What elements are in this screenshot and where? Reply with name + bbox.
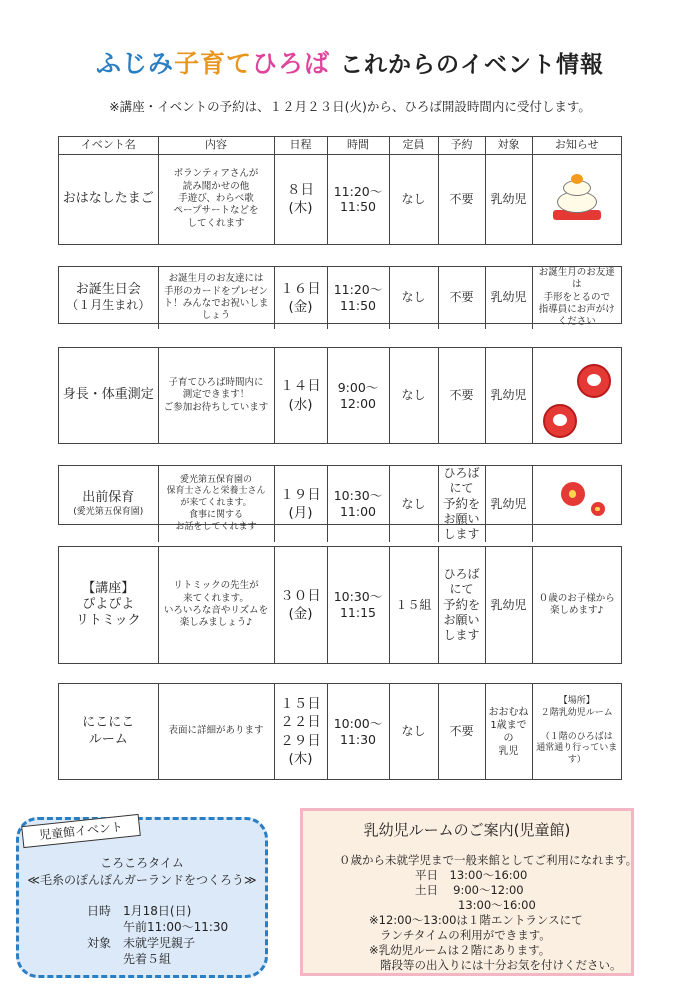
event-reservation: 不要 xyxy=(438,267,485,329)
event-content: お誕生月のお友達には 手形のカードをプレゼン ト！みんなでお祝いしま しょう xyxy=(158,267,274,329)
event-time: 11:20～ 11:50 xyxy=(327,154,389,244)
event-content: ボランティアさんが 読み聞かせの他 手遊び、わらべ歌 ペープサートなどを してくれます xyxy=(158,154,274,244)
event-row-4 xyxy=(58,465,622,541)
event-time: 午前11:00～11:30 xyxy=(87,920,229,934)
event-name: 出前保育 (愛光第五保育園) xyxy=(73,490,144,517)
infant-room-note: ランチタイムの利用ができます。 xyxy=(380,928,551,942)
event-title: ころころタイム xyxy=(100,856,184,870)
event-time: 10:30～ 11:00 xyxy=(327,466,389,542)
event-name: 身長・体重測定 xyxy=(62,387,154,403)
event-row-2 xyxy=(58,266,622,328)
infant-room-weekend-pm: 13:00～16:00 xyxy=(458,898,536,912)
event-capacity: なし xyxy=(389,348,438,443)
event-content: 子育てひろば時間内に 測定できます！ ご参加お待ちしています xyxy=(158,348,274,443)
infant-room-weekday: 平日 13:00～16:00 xyxy=(415,868,528,882)
kagami-mochi-icon xyxy=(549,174,605,220)
header-event-name: イベント名 xyxy=(59,137,158,154)
event-date: ８日 (木) xyxy=(274,154,327,244)
event-info xyxy=(532,466,621,542)
header-content: 内容 xyxy=(158,137,274,154)
header-time: 時間 xyxy=(327,137,389,154)
event-reservation: 不要 xyxy=(438,348,485,443)
event-capacity: １５組 xyxy=(389,547,438,663)
header-info: お知らせ xyxy=(532,137,621,154)
header-target: 対象 xyxy=(485,137,532,154)
event-capacity: なし xyxy=(389,684,438,779)
infant-room-info-box xyxy=(300,808,638,976)
event-target: 対象 未就学児親子 xyxy=(87,936,196,950)
infant-room-note: ※乳幼児ルームは２階にあります。 xyxy=(369,943,551,957)
event-info: お誕生月のお友達は 手形をとるので 指導員にお声がけ ください xyxy=(532,267,621,329)
event-row-3 xyxy=(58,347,622,444)
header-reservation: 予約 xyxy=(438,137,485,154)
header-capacity: 定員 xyxy=(389,137,438,154)
event-date: １４日 (水) xyxy=(274,348,327,443)
infant-room-title: 乳幼児ルームのご案内(児童館) xyxy=(363,821,571,839)
event-name: お誕生日会 （１月生まれ） xyxy=(66,282,151,313)
event-time: 10:00～ 11:30 xyxy=(327,684,389,779)
page-title xyxy=(0,44,700,80)
event-info xyxy=(532,154,621,244)
plum-blossom-icon xyxy=(561,482,585,506)
infant-room-line: ０歳から未就学児まで一般来館としてご利用になれます。 xyxy=(339,853,638,867)
header-date: 日程 xyxy=(274,137,327,154)
event-time: 11:20～ 11:50 xyxy=(327,267,389,329)
event-row-6 xyxy=(58,683,622,780)
plum-blossom-icon xyxy=(591,502,605,516)
childrens-hall-event-tag: 児童館イベント xyxy=(21,814,141,848)
event-time: 10:30～ 11:15 xyxy=(327,547,389,663)
event-reservation: 不要 xyxy=(438,684,485,779)
event-date: １５日 ２２日 ２９日 (木) xyxy=(274,684,327,779)
infant-room-weekend: 土日 9:00～12:00 xyxy=(415,883,524,897)
event-target: 乳幼児 xyxy=(485,547,532,663)
event-capacity: なし xyxy=(389,267,438,329)
event-time: 9:00～ 12:00 xyxy=(327,348,389,443)
event-name: にこにこ ルーム xyxy=(82,715,135,747)
title-part-kosodate: 子育て xyxy=(173,49,252,78)
event-info: ０歳のお子様から 楽しめます♪ xyxy=(532,547,621,663)
event-date: １９日 (月) xyxy=(274,466,327,542)
event-subtitle: ≪毛糸のぽんぽんガーランドをつくろう≫ xyxy=(27,873,257,887)
event-info: 【場所】 ２階乳幼児ルーム （１階のひろばは 通常通り行っています） xyxy=(532,684,621,779)
event-info xyxy=(532,348,621,443)
event-target: 乳幼児 xyxy=(485,154,532,244)
title-part-events: これからのイベント情報 xyxy=(340,52,605,78)
event-row-5 xyxy=(58,546,622,664)
event-reservation: ひろばにて 予約を お願い します xyxy=(438,547,485,663)
daruma-icon xyxy=(577,364,611,398)
infant-room-note: 階段等の出入りには十分お気を付けください。 xyxy=(380,958,622,972)
event-content: リトミックの先生が 来てくれます。 いろいろな音やリズムを 楽しみましょう♪ xyxy=(158,547,274,663)
event-target: 乳幼児 xyxy=(485,267,532,329)
title-part-fujimi: ふじみ xyxy=(95,49,174,78)
event-name: 【講座】 ぴよぴよ リトミック xyxy=(75,580,141,629)
event-target: 乳幼児 xyxy=(485,466,532,542)
event-capacity: なし xyxy=(389,154,438,244)
event-limit: 先着５組 xyxy=(87,952,172,966)
event-content: 愛光第五保育園の 保育士さんと栄養士さん が来てくれます。 食事に関する お話をしてくれます xyxy=(158,466,274,542)
event-target: おおむね 1歳までの 乳児 xyxy=(485,684,532,779)
event-content: 表面に詳細があります xyxy=(158,684,274,779)
event-date: ３０日 (金) xyxy=(274,547,327,663)
event-reservation: ひろばにて 予約を お願い します xyxy=(438,466,485,542)
reservation-notice: ※講座・イベントの予約は、１２月２３日(火)から、ひろば開設時間内に受付します。 xyxy=(109,99,591,114)
event-row-1 xyxy=(58,136,622,245)
event-capacity: なし xyxy=(389,466,438,542)
infant-room-note: ※12:00～13:00は１階エントランスにて xyxy=(369,913,583,927)
event-target: 乳幼児 xyxy=(485,348,532,443)
table-header xyxy=(59,137,621,154)
event-date: １６日 (金) xyxy=(274,267,327,329)
daruma-icon xyxy=(543,404,577,438)
title-part-hiroba: ひろば xyxy=(252,49,331,78)
event-date: 日時 1月18日(日) xyxy=(87,904,192,918)
event-reservation: 不要 xyxy=(438,154,485,244)
event-name: おはなしたまご xyxy=(62,191,154,207)
